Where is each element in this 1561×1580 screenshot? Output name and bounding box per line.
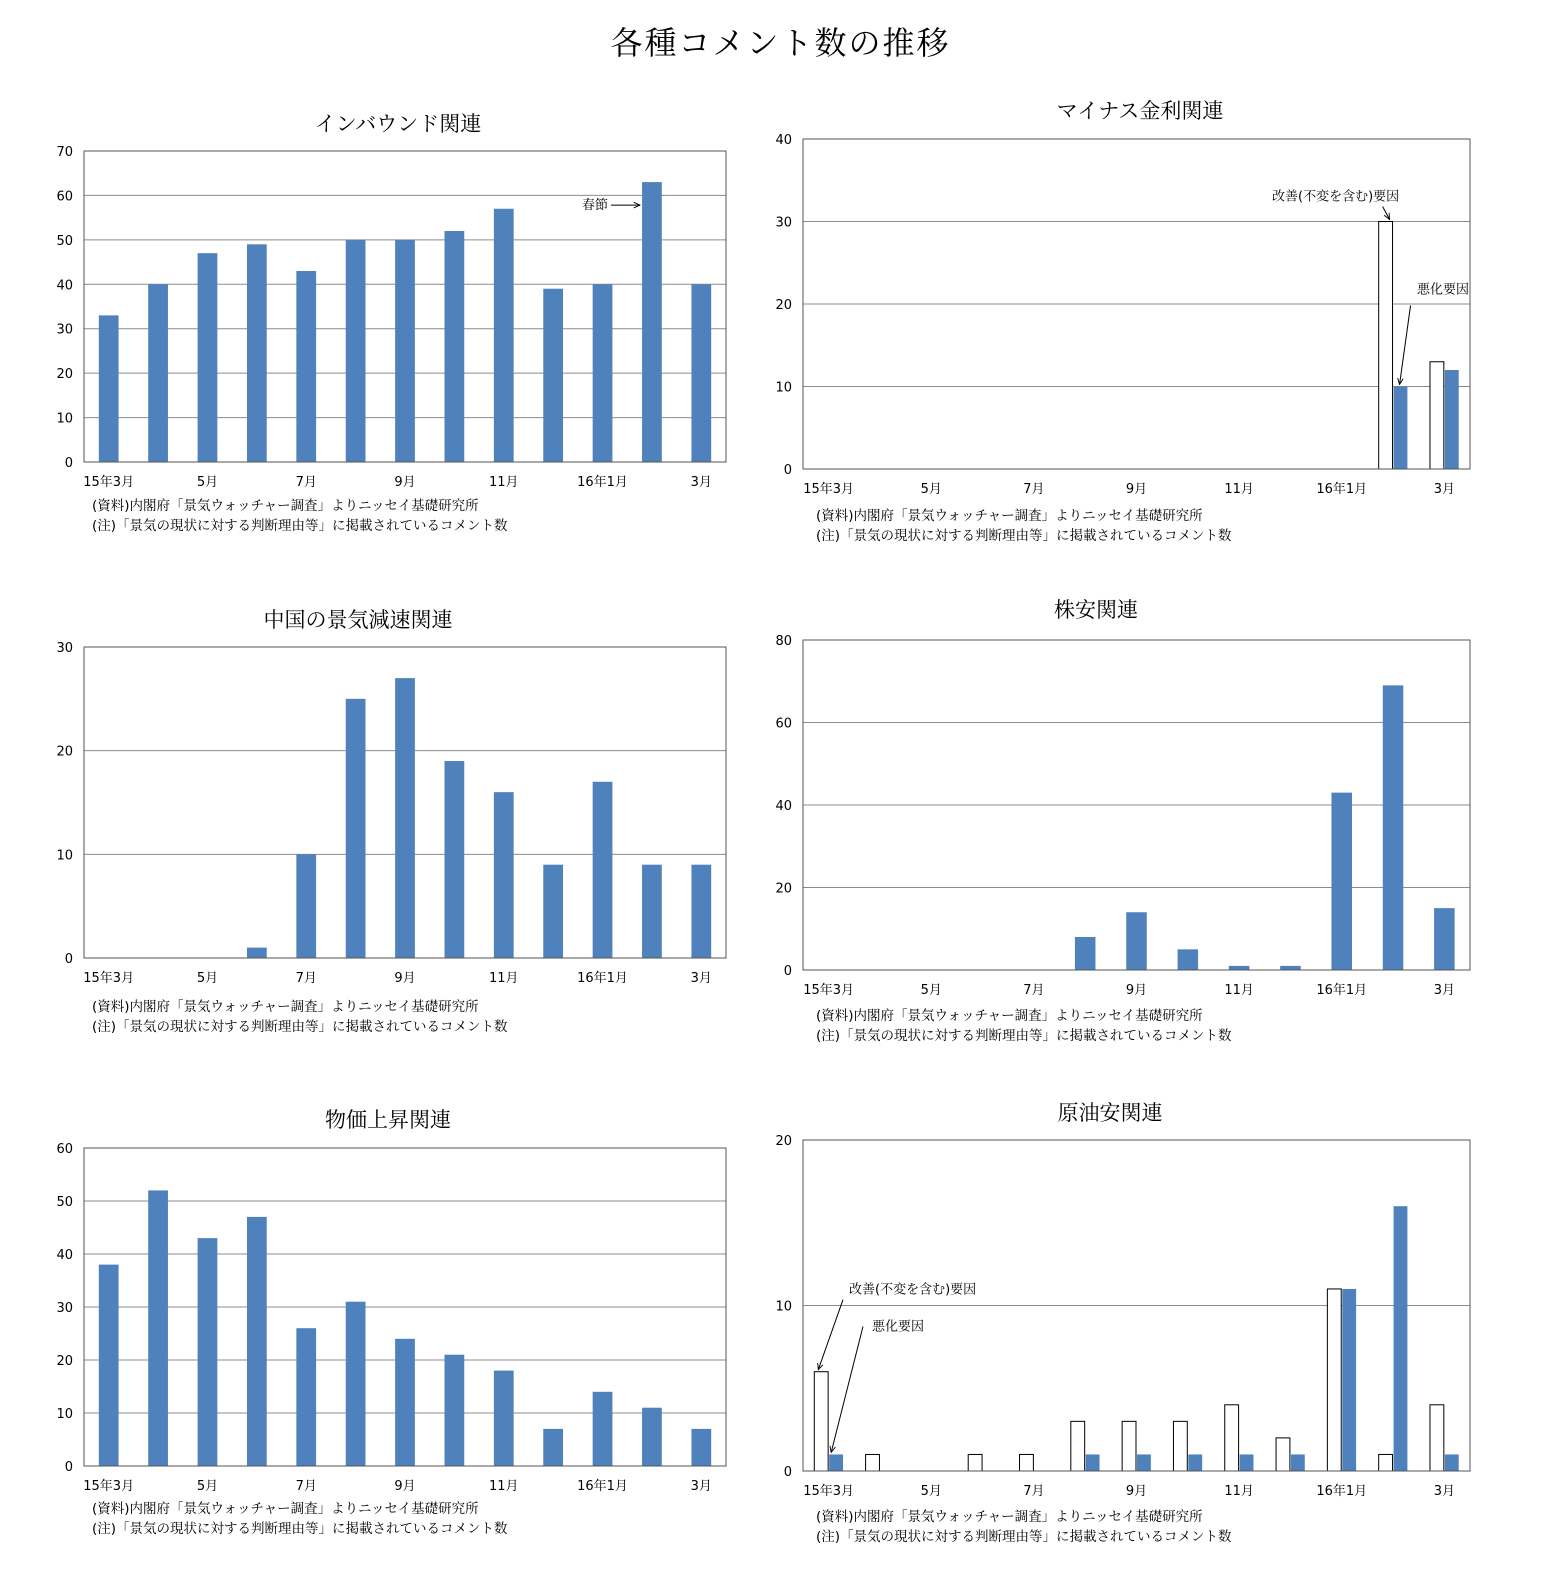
y-tick-label: 40 [56, 278, 73, 294]
x-tick-label: 7月 [1023, 1484, 1045, 1499]
bar [395, 240, 415, 462]
source-note: (資料)内閣府「景気ウォッチャー調査」よりニッセイ基礎研究所 [92, 498, 479, 514]
chart-title: 中国の景気減速関連 [263, 608, 453, 632]
y-tick-label: 20 [56, 1354, 73, 1369]
bar [296, 854, 316, 958]
annotation-arrow [831, 1326, 863, 1452]
bar [1331, 793, 1352, 970]
x-tick-label: 11月 [1224, 1484, 1254, 1499]
bar [642, 1408, 662, 1466]
y-tick-label: 50 [56, 233, 73, 249]
bar [1137, 1454, 1151, 1471]
x-tick-label: 9月 [1125, 1484, 1148, 1499]
x-tick-label: 9月 [1125, 983, 1148, 998]
y-tick-label: 10 [775, 380, 792, 396]
chart-6 [775, 1101, 1470, 1545]
source-note: (注)「景気の現状に対する判断理由等」に掲載されているコメント数 [816, 528, 1232, 544]
bar [1383, 685, 1404, 970]
bar [395, 1339, 415, 1466]
y-tick-label: 60 [56, 189, 73, 205]
bar [494, 1371, 514, 1466]
source-note: (注)「景気の現状に対する判断理由等」に掲載されているコメント数 [816, 1028, 1232, 1044]
bar [1430, 362, 1444, 469]
x-tick-label: 7月 [1023, 482, 1045, 497]
bar [1394, 1206, 1408, 1471]
chart-4 [775, 598, 1470, 1044]
bar [445, 1355, 465, 1466]
x-tick-label: 15年3月 [83, 475, 135, 490]
x-tick-label: 15年3月 [803, 983, 855, 998]
x-tick-label: 11月 [1224, 482, 1254, 497]
x-tick-label: 5月 [920, 482, 942, 497]
x-tick-label: 11月 [488, 475, 519, 490]
y-tick-label: 0 [783, 1465, 792, 1480]
bar [866, 1454, 880, 1471]
x-tick-label: 11月 [488, 1479, 519, 1494]
bar [1229, 966, 1250, 970]
bar [543, 1429, 563, 1466]
x-tick-label: 16年1月 [577, 1479, 628, 1494]
annotation-arrow [1383, 207, 1390, 220]
chart-title: 物価上昇関連 [325, 1108, 451, 1132]
bar [445, 761, 465, 958]
source-note: (資料)内閣府「景気ウォッチャー調査」よりニッセイ基礎研究所 [816, 508, 1203, 524]
source-note: (資料)内閣府「景気ウォッチャー調査」よりニッセイ基礎研究所 [816, 1509, 1203, 1525]
bar [1173, 1421, 1187, 1471]
bar [346, 699, 366, 958]
bar [346, 1302, 366, 1466]
bar [1126, 912, 1147, 970]
bar [445, 231, 465, 462]
x-tick-label: 16年1月 [577, 475, 628, 490]
x-tick-label: 5月 [196, 475, 219, 490]
source-note: (資料)内閣府「景気ウォッチャー調査」よりニッセイ基礎研究所 [92, 1501, 479, 1517]
bar [1434, 908, 1455, 970]
x-tick-label: 9月 [1125, 482, 1148, 497]
y-tick-label: 0 [64, 456, 73, 471]
y-tick-label: 20 [775, 881, 792, 897]
bar [148, 284, 168, 462]
annotation-label: 悪化要因 [872, 1319, 925, 1335]
bar [198, 1238, 218, 1466]
bar [1071, 1421, 1085, 1471]
annotation-arrow [818, 1300, 843, 1370]
bar [1122, 1421, 1136, 1471]
bar [642, 182, 662, 462]
x-tick-label: 16年1月 [1316, 482, 1368, 497]
bar [691, 865, 711, 958]
x-tick-label: 3月 [690, 1479, 712, 1494]
bar [1327, 1289, 1341, 1471]
y-tick-label: 0 [783, 964, 792, 979]
bar [1445, 1454, 1459, 1471]
bar [691, 1429, 711, 1466]
y-tick-label: 20 [56, 744, 73, 760]
x-tick-label: 7月 [1023, 983, 1045, 998]
bar [1020, 1454, 1034, 1471]
x-tick-label: 7月 [295, 1479, 317, 1494]
x-tick-label: 3月 [690, 475, 712, 490]
bar [395, 678, 415, 958]
y-tick-label: 40 [775, 799, 792, 814]
bar [593, 284, 613, 462]
y-tick-label: 30 [56, 322, 73, 338]
bar [1276, 1438, 1290, 1471]
y-tick-label: 30 [56, 1301, 73, 1316]
bar [814, 1372, 828, 1471]
x-tick-label: 5月 [920, 983, 942, 998]
bar [1394, 387, 1408, 470]
annotation-label: 悪化要因 [1416, 282, 1469, 298]
annotation-arrow [1400, 306, 1411, 385]
x-tick-label: 3月 [1433, 1484, 1455, 1499]
x-tick-label: 9月 [394, 971, 416, 986]
x-tick-label: 5月 [196, 971, 219, 986]
source-note: (注)「景気の現状に対する判断理由等」に掲載されているコメント数 [92, 1019, 508, 1035]
bar [968, 1454, 982, 1471]
bar [148, 1190, 168, 1466]
x-tick-label: 11月 [1224, 983, 1254, 998]
bar [1225, 1405, 1239, 1471]
bar [1430, 1405, 1444, 1471]
y-tick-label: 40 [56, 1248, 73, 1263]
chart-1 [56, 112, 726, 534]
bar [1178, 949, 1199, 970]
x-tick-label: 11月 [488, 971, 519, 986]
y-tick-label: 10 [56, 848, 73, 864]
y-tick-label: 10 [775, 1299, 792, 1315]
x-tick-label: 15年3月 [83, 971, 135, 986]
x-tick-label: 16年1月 [577, 971, 628, 986]
bar [247, 1217, 267, 1466]
source-note: (資料)内閣府「景気ウォッチャー調査」よりニッセイ基礎研究所 [92, 999, 479, 1015]
chart-5 [56, 1108, 726, 1537]
bar [296, 271, 316, 462]
bar [543, 289, 563, 462]
source-note: (注)「景気の現状に対する判断理由等」に掲載されているコメント数 [92, 518, 508, 534]
y-tick-label: 10 [56, 411, 73, 427]
chart-title: 原油安関連 [1057, 1101, 1163, 1125]
y-tick-label: 20 [775, 298, 792, 313]
x-tick-label: 15年3月 [803, 1484, 855, 1499]
y-tick-label: 0 [64, 1460, 73, 1475]
x-tick-label: 3月 [690, 971, 712, 986]
y-tick-label: 40 [775, 133, 792, 148]
chart-title: インバウンド関連 [314, 112, 482, 136]
source-note: (注)「景気の現状に対する判断理由等」に掲載されているコメント数 [816, 1529, 1232, 1545]
bar [346, 240, 366, 462]
chart-title: マイナス金利関連 [1056, 99, 1224, 123]
source-note: (注)「景気の現状に対する判断理由等」に掲載されているコメント数 [92, 1521, 508, 1537]
chart-2 [775, 99, 1470, 544]
bar [593, 782, 613, 958]
bar [494, 792, 514, 958]
x-tick-label: 7月 [295, 971, 317, 986]
x-tick-label: 7月 [295, 475, 317, 490]
x-tick-label: 16年1月 [1316, 983, 1368, 998]
y-tick-label: 30 [775, 215, 792, 231]
bar [642, 865, 662, 958]
bar [1075, 937, 1096, 970]
bar [198, 253, 218, 462]
chart-3 [56, 608, 726, 1035]
bar [247, 244, 267, 462]
x-tick-label: 3月 [1433, 983, 1455, 998]
bar [1445, 370, 1459, 469]
bar [1342, 1289, 1356, 1471]
bar [1379, 1454, 1393, 1471]
bar [543, 865, 563, 958]
x-tick-label: 3月 [1433, 482, 1455, 497]
y-tick-label: 10 [56, 1407, 73, 1422]
bar [1280, 966, 1301, 970]
x-tick-label: 9月 [394, 1479, 416, 1494]
annotation-label: 改善(不変を含む)要因 [849, 1282, 977, 1298]
y-tick-label: 0 [783, 463, 792, 478]
y-tick-label: 30 [56, 641, 73, 656]
y-tick-label: 20 [56, 367, 73, 383]
bar [1240, 1454, 1254, 1471]
y-tick-label: 70 [56, 145, 73, 160]
y-tick-label: 60 [56, 1142, 73, 1157]
x-tick-label: 15年3月 [83, 1479, 135, 1494]
x-tick-label: 16年1月 [1316, 1484, 1368, 1499]
bar [1291, 1454, 1305, 1471]
bar [99, 315, 119, 462]
bar [296, 1328, 316, 1466]
annotation-label: 改善(不変を含む)要因 [1272, 189, 1400, 205]
bar [691, 284, 711, 462]
y-tick-label: 50 [56, 1195, 73, 1210]
x-tick-label: 5月 [196, 1479, 219, 1494]
y-tick-label: 80 [775, 634, 792, 649]
x-tick-label: 5月 [920, 1484, 942, 1499]
source-note: (資料)内閣府「景気ウォッチャー調査」よりニッセイ基礎研究所 [816, 1008, 1203, 1024]
bar [1379, 222, 1393, 470]
bar [1188, 1454, 1202, 1471]
x-tick-label: 9月 [394, 475, 416, 490]
y-tick-label: 20 [775, 1134, 792, 1149]
x-tick-label: 15年3月 [803, 482, 855, 497]
y-tick-label: 60 [775, 716, 792, 732]
bar [99, 1265, 119, 1466]
bar [593, 1392, 613, 1466]
chart-title: 株安関連 [1054, 598, 1138, 622]
bar [494, 209, 514, 462]
bar [829, 1454, 843, 1471]
y-tick-label: 0 [64, 952, 73, 967]
annotation-label: 春節 [582, 198, 609, 214]
bar [1086, 1454, 1100, 1471]
page-title: 各種コメント数の推移 [610, 24, 951, 62]
bar [247, 948, 267, 958]
